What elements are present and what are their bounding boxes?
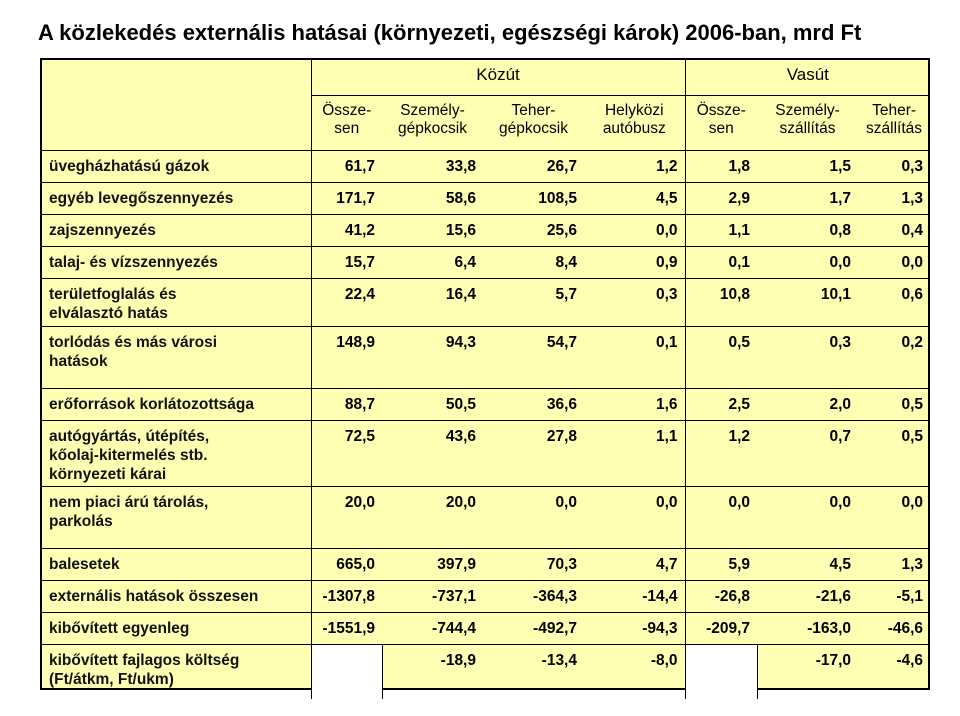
table-cell: 0,0 <box>858 247 930 279</box>
group-header-vasut: Vasút <box>685 58 930 96</box>
table-cell: -46,6 <box>858 613 930 645</box>
table-cell: 2,0 <box>757 389 858 421</box>
row-label: kibővített fajlagos költség (Ft/átkm, Ft/ukm) <box>40 645 311 699</box>
table-cell: 10,8 <box>685 279 757 327</box>
table-cell: 0,0 <box>858 487 930 549</box>
table-cell: 20,0 <box>382 487 483 549</box>
table-cell: 1,1 <box>685 215 757 247</box>
table-cell: 8,4 <box>483 247 584 279</box>
table-cell: -364,3 <box>483 581 584 613</box>
table-cell: 26,7 <box>483 151 584 183</box>
table-cell: -8,0 <box>584 645 685 699</box>
table-cell: -94,3 <box>584 613 685 645</box>
table-cell: 0,3 <box>757 327 858 389</box>
table-cell: 88,7 <box>311 389 382 421</box>
table-cell: -17,0 <box>757 645 858 699</box>
table-cell <box>311 645 382 699</box>
column-header: Teher- szállítás <box>858 96 930 151</box>
table-cell: 5,9 <box>685 549 757 581</box>
table-cell: 1,2 <box>685 421 757 487</box>
table-cell: 1,1 <box>584 421 685 487</box>
row-label: erőforrások korlátozottsága <box>40 389 311 421</box>
table-cell: 10,1 <box>757 279 858 327</box>
table-cell: 0,9 <box>584 247 685 279</box>
table-row <box>40 549 930 581</box>
table-cell: 15,6 <box>382 215 483 247</box>
table-cell: -21,6 <box>757 581 858 613</box>
table-cell: 1,7 <box>757 183 858 215</box>
table-cell: 43,6 <box>382 421 483 487</box>
table-cell: 0,5 <box>858 421 930 487</box>
table-row <box>40 613 930 645</box>
table-cell: -163,0 <box>757 613 858 645</box>
table-cell: 1,3 <box>858 183 930 215</box>
table-cell: 0,6 <box>858 279 930 327</box>
row-label: zajszennyezés <box>40 215 311 247</box>
table-cell: 58,6 <box>382 183 483 215</box>
corner-cell-2 <box>40 96 311 151</box>
row-label: torlódás és más városi hatások <box>40 327 311 389</box>
table-cell: 50,5 <box>382 389 483 421</box>
table-cell: 70,3 <box>483 549 584 581</box>
data-table <box>40 58 930 699</box>
table-row <box>40 215 930 247</box>
table-cell: 148,9 <box>311 327 382 389</box>
table-cell: 0,0 <box>685 487 757 549</box>
row-label: kibővített egyenleg <box>40 613 311 645</box>
table-cell: 0,8 <box>757 215 858 247</box>
table-cell: -18,9 <box>382 645 483 699</box>
table-row <box>40 279 930 327</box>
table-cell: 397,9 <box>382 549 483 581</box>
table-cell: 72,5 <box>311 421 382 487</box>
table-cell: -737,1 <box>382 581 483 613</box>
table-cell: 4,5 <box>757 549 858 581</box>
column-header: Össze- sen <box>685 96 757 151</box>
corner-cell <box>40 58 311 96</box>
group-header-kozut: Közút <box>311 58 685 96</box>
table-cell: 0,1 <box>685 247 757 279</box>
table-cell: 0,1 <box>584 327 685 389</box>
table-cell: 22,4 <box>311 279 382 327</box>
table-cell: -744,4 <box>382 613 483 645</box>
table-cell: 2,9 <box>685 183 757 215</box>
table-cell: -5,1 <box>858 581 930 613</box>
table-cell: 0,2 <box>858 327 930 389</box>
table-row <box>40 247 930 279</box>
table-cell: 0,0 <box>757 247 858 279</box>
table-cell: 4,5 <box>584 183 685 215</box>
table-cell <box>685 645 757 699</box>
table-cell: -209,7 <box>685 613 757 645</box>
column-header: Teher- gépkocsik <box>483 96 584 151</box>
table-cell: 1,5 <box>757 151 858 183</box>
table-cell: 2,5 <box>685 389 757 421</box>
table-cell: 0,3 <box>858 151 930 183</box>
table-cell: 16,4 <box>382 279 483 327</box>
table-row <box>40 389 930 421</box>
table-cell: -14,4 <box>584 581 685 613</box>
table-cell: -4,6 <box>858 645 930 699</box>
table-row <box>40 151 930 183</box>
row-label: egyéb levegőszennyezés <box>40 183 311 215</box>
table-row <box>40 421 930 487</box>
table-row <box>40 581 930 613</box>
table-cell: 5,7 <box>483 279 584 327</box>
row-label: autógyártás, útépítés, kőolaj-kitermelés stb. környezeti kárai <box>40 421 311 487</box>
table-cell: 1,8 <box>685 151 757 183</box>
table-cell: 0,3 <box>584 279 685 327</box>
row-label: nem piaci árú tárolás, parkolás <box>40 487 311 549</box>
table-cell: 0,5 <box>858 389 930 421</box>
table-cell: 54,7 <box>483 327 584 389</box>
row-label: üvegházhatású gázok <box>40 151 311 183</box>
table-cell: 41,2 <box>311 215 382 247</box>
table-cell: 0,0 <box>584 215 685 247</box>
table-cell: 25,6 <box>483 215 584 247</box>
row-label: externális hatások összesen <box>40 581 311 613</box>
table-cell: 4,7 <box>584 549 685 581</box>
table-cell: 1,3 <box>858 549 930 581</box>
row-label: talaj- és vízszennyezés <box>40 247 311 279</box>
table-cell: 1,6 <box>584 389 685 421</box>
table-cell: -1307,8 <box>311 581 382 613</box>
table-cell: -492,7 <box>483 613 584 645</box>
table-cell: 0,0 <box>584 487 685 549</box>
column-header: Össze- sen <box>311 96 382 151</box>
table-cell: 0,5 <box>685 327 757 389</box>
column-header: Helyközi autóbusz <box>584 96 685 151</box>
table-row <box>40 183 930 215</box>
table-cell: 33,8 <box>382 151 483 183</box>
table-cell: 0,4 <box>858 215 930 247</box>
table-cell: 27,8 <box>483 421 584 487</box>
table-cell: 0,7 <box>757 421 858 487</box>
table-cell: 61,7 <box>311 151 382 183</box>
table-cell: 0,0 <box>757 487 858 549</box>
table-cell: 171,7 <box>311 183 382 215</box>
row-label: balesetek <box>40 549 311 581</box>
table-cell: 36,6 <box>483 389 584 421</box>
page-title: A közlekedés externális hatásai (környezeti, egészségi károk) 2006-ban, mrd Ft <box>38 20 862 45</box>
table-cell: 6,4 <box>382 247 483 279</box>
column-header: Személy- szállítás <box>757 96 858 151</box>
table-row <box>40 645 930 699</box>
row-label: területfoglalás és elválasztó hatás <box>40 279 311 327</box>
table-cell: 1,2 <box>584 151 685 183</box>
table-cell: 15,7 <box>311 247 382 279</box>
table-cell: 0,0 <box>483 487 584 549</box>
table-row <box>40 327 930 389</box>
table-cell: -13,4 <box>483 645 584 699</box>
table-row <box>40 487 930 549</box>
table-cell: -26,8 <box>685 581 757 613</box>
table-cell: -1551,9 <box>311 613 382 645</box>
table-cell: 20,0 <box>311 487 382 549</box>
table-cell: 94,3 <box>382 327 483 389</box>
table-cell: 108,5 <box>483 183 584 215</box>
column-header: Személy- gépkocsik <box>382 96 483 151</box>
table-cell: 665,0 <box>311 549 382 581</box>
